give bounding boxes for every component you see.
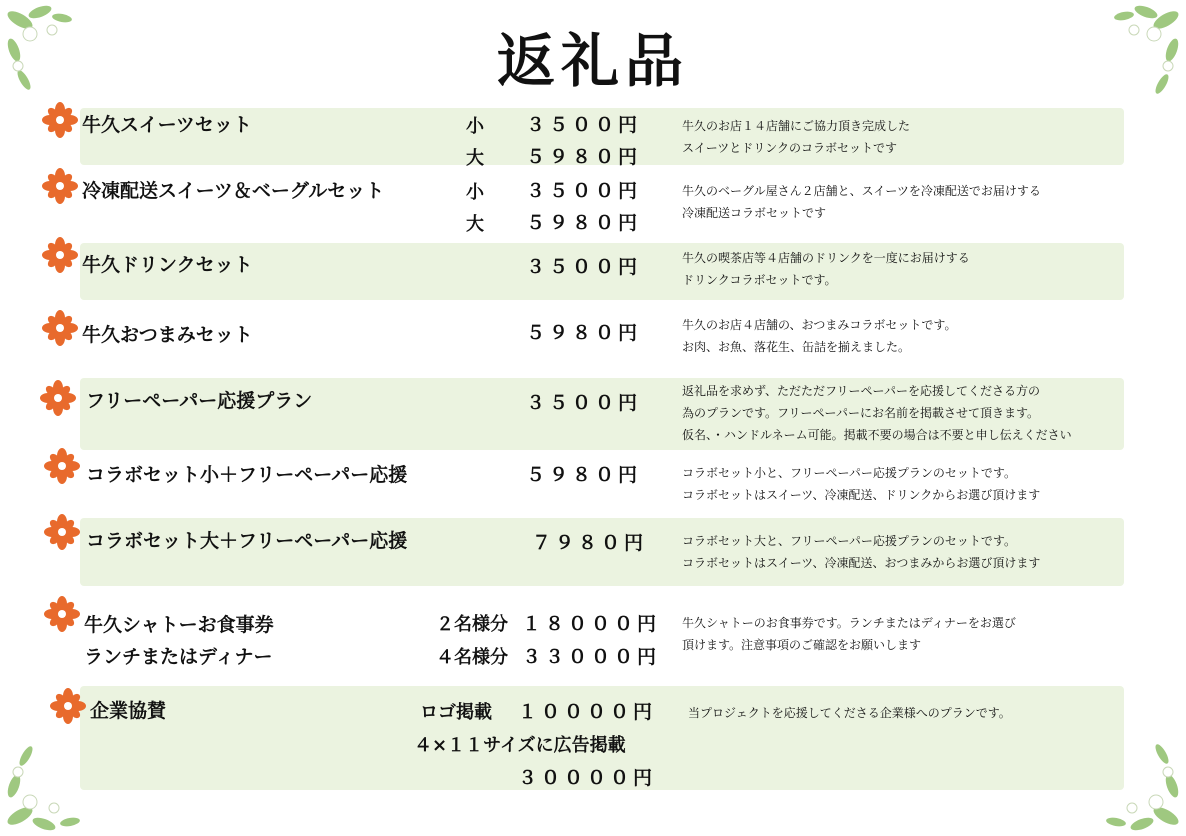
item-description: 牛久の喫茶店等４店舗のドリンクを一度にお届けする ドリンクコラボセットです。 [682,251,970,287]
item-name: コラボセット大＋フリーペーパー応援 [86,530,408,552]
item-description: 牛久のお店１４店舗にご協力頂き完成した スイーツとドリンクのコラボセットです [682,119,911,155]
logo-label: ロゴ掲載 [420,702,492,723]
flower-icon [42,168,78,204]
item-name: 牛久ドリンクセット [82,254,253,276]
item-name: コラボセット小＋フリーペーパー応援 [86,464,408,486]
logo-price: １００００円 [518,701,657,723]
item-size: ４名様分 [436,647,508,668]
item-price: ３５００円 [526,256,642,278]
item-description: 牛久のベーグル屋さん２店舗と、スイーツを冷凍配送でお届けする 冷凍配送コラボセットです [682,184,1041,220]
ad-label: ４×１１サイズに広告掲載 [414,735,626,756]
item-description: コラボセット小と、フリーペーパー応援プランのセットです。 コラボセットはスイーツ、冷凍配送、ドリンクからお選び頂けます [682,466,1041,502]
item-price: ７９８０円 [532,532,648,554]
item-subname: ランチまたはディナー [84,646,273,668]
item-description: 牛久のお店４店舗の、おつまみコラボセットです。 お肉、お魚、落花生、缶詰を揃えました。 [682,318,957,354]
flower-icon [40,380,76,416]
flower-icon [44,596,80,632]
item-size: 大 [466,214,484,235]
item-price: ５９８０円 [526,322,642,344]
item-price: １８０００円 [522,613,661,635]
page-title: 返礼品 [496,27,689,95]
flower-icon [44,514,80,550]
item-price: ５９８０円 [526,146,642,168]
item-size: ２名様分 [436,614,508,635]
item-description: 当プロジェクトを応援してくださる企業様へのプランです。 [688,706,1011,720]
item-price: ３５００円 [526,392,642,414]
item-price: ３５００円 [526,180,642,202]
item-name: 企業協賛 [90,700,167,722]
item-size: 小 [466,116,484,137]
item-price: ３５００円 [526,114,642,136]
item-description: 返礼品を求めず、ただただフリーペーパーを応援してくださる方の 為のプランです。フリーペーパーにお名前を掲載させて頂きます。 仮名、・ハンドルネーム可能。掲載不要の場合は不要と申し伝えください [682,384,1072,442]
item-description: 牛久シャトーのお食事券です。ランチまたはディナーをお選び 頂けます。注意事項のご確認をお願いします [682,616,1016,652]
item-description: コラボセット大と、フリーペーパー応援プランのセットです。 コラボセットはスイーツ、冷凍配送、おつまみからお選び頂けます [682,534,1041,570]
flower-icon [42,310,78,346]
item-name: フリーペーパー応援プラン [86,390,313,412]
item-size: 小 [466,182,484,203]
item-name: 冷凍配送スイーツ＆ベーグルセット [82,180,385,202]
item-name: 牛久スイーツセット [82,114,252,136]
ad-price: ３００００円 [518,767,657,789]
item-name: 牛久おつまみセット [82,324,253,346]
flower-icon [42,102,78,138]
flower-icon [44,448,80,484]
flower-icon [42,237,78,273]
item-price: ５９８０円 [526,464,642,486]
item-price: ５９８０円 [526,212,642,234]
flower-icon [50,688,86,724]
item-size: 大 [466,148,484,169]
item-price: ３３０００円 [522,646,661,668]
item-name: 牛久シャトーお食事券 [84,614,274,636]
